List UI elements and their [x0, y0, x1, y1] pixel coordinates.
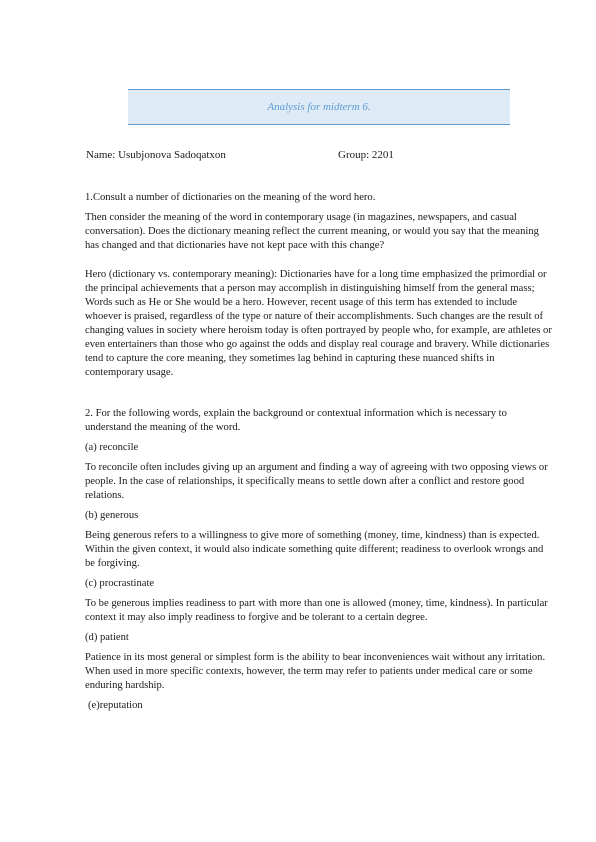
student-group: Group: 2201 [338, 149, 394, 161]
item-text-reconcile: To reconcile often includes giving up an argument and finding a way of agreeing with two opposing views or people. In the case of relationships, it specifically means to settle down after a conflict and restore good relations. [85, 462, 548, 501]
document-title-banner [128, 89, 510, 125]
document-body [85, 191, 555, 719]
question-2: 2. For the following words, explain the background or contextual information which is necessary to understand the meaning of the word. [85, 408, 507, 433]
document-title: Analysis for midterm 6. [267, 101, 371, 113]
item-text-procrastinate: To be generous implies readiness to part with more than one is allowed (money, time, kindness). In particular context it may also imply readiness to forgive and be tolerant to a certain degree. [85, 598, 548, 623]
student-name: Name: Usubjonova Sadoqatxon [86, 149, 226, 161]
item-label-procrastinate: (c) procrastinate [85, 578, 155, 589]
item-text-generous: Being generous refers to a willingness to give more of something (money, time, kindness) than is expected. Within the given context, it would also indicate something quite different; readiness to overlook wrongs and be forgiving. [85, 530, 544, 569]
item-label-reconcile: (a) reconcile [85, 442, 139, 453]
question-1: 1.Consult a number of dictionaries on the meaning of the word hero. [85, 192, 376, 203]
item-label-patient: (d) patient [85, 632, 129, 643]
item-text-patient: Patience in its most general or simplest form is the ability to bear inconveniences wait without any irritation. When used in more specific contexts, however, the term may refer to patients under medical care or some enduring hardship. [85, 652, 546, 691]
item-label-reputation: (e)reputation [88, 700, 143, 711]
question-1-answer: Hero (dictionary vs. contemporary meaning): Dictionaries have for a long time emphasized the primordial or the principal achievements that a person may accomplish in distinguishing himself from the general mass; Words such as He or She would be a hero. However, recent usage of this term has extended to include whoever is praised, regardless of the type or nature of their accomplishments. Such changes are the result of changing values in society where heroism today is often portrayed by people who, for example, are athletes or even entertainers than those who go against the odds and display real courage and bravery. While dictionaries tend to capture the core meaning, they sometimes lag behind in capturing these nuanced shifts in contemporary usage. [85, 269, 552, 378]
item-label-generous: (b) generous [85, 510, 139, 521]
question-1-prompt: Then consider the meaning of the word in contemporary usage (in magazines, newspapers, and casual conversation). Does the dictionary meaning reflect the current meaning, or would you say that the meaning has changed and that dictionaries have not kept pace with this change? [85, 212, 539, 251]
